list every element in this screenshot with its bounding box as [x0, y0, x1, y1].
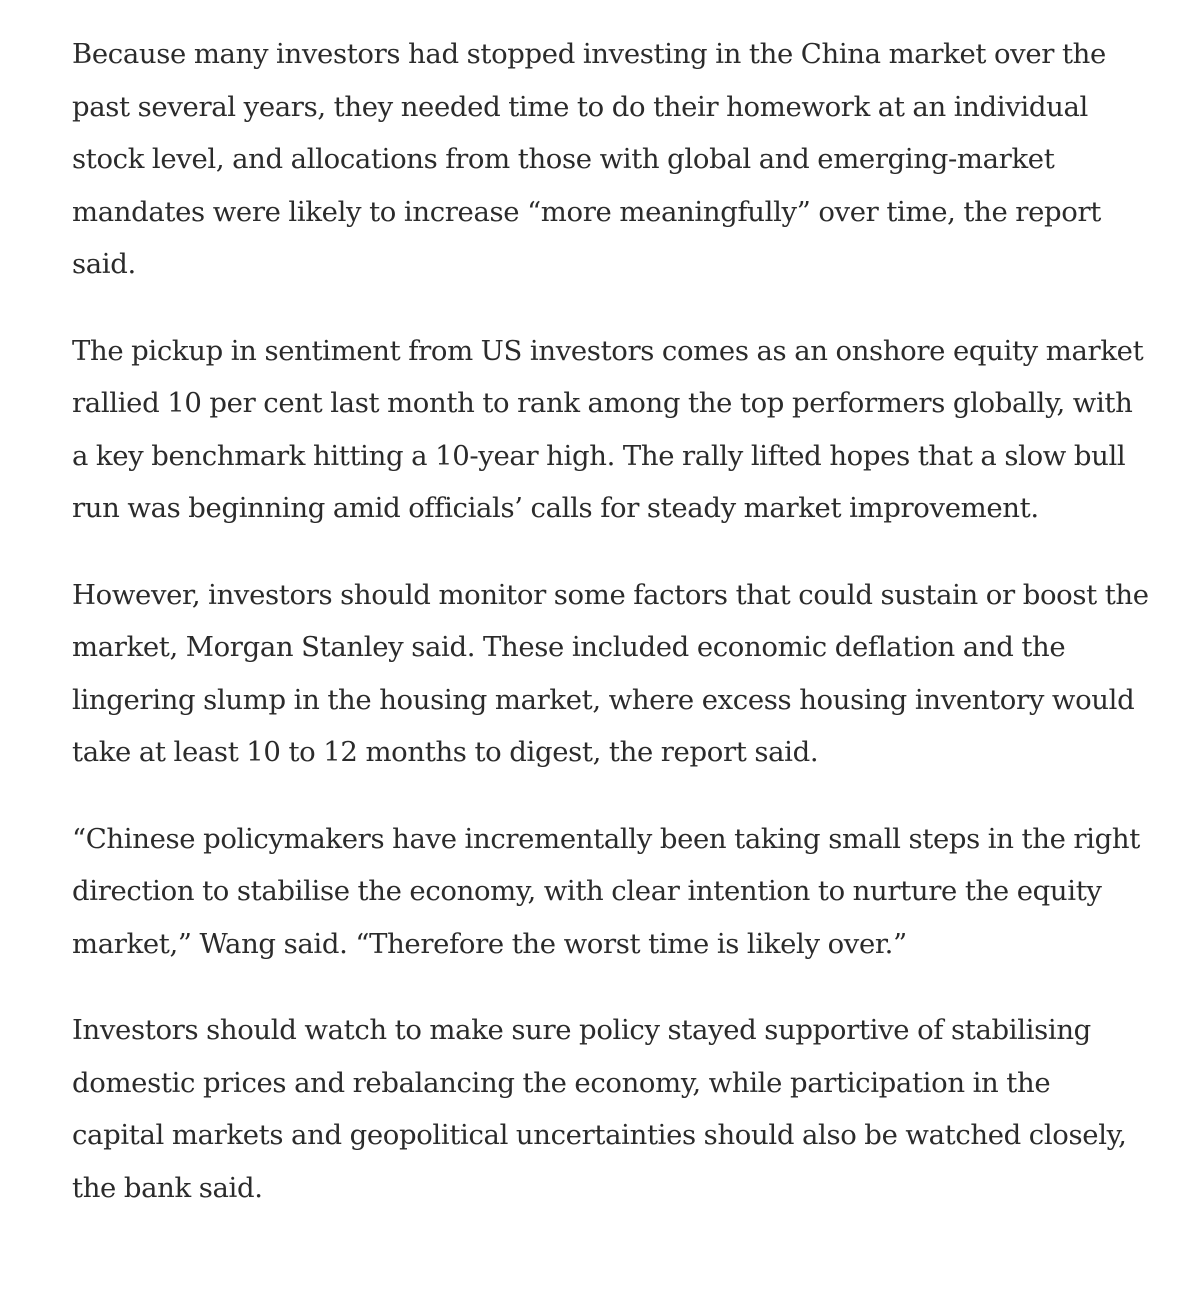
article-paragraph: Because many investors had stopped investing in the China market over the past several years, they needed time to do their homework at an individual stock level, and allocations from those with global and emerging-market mandates were likely to increase “more meaningfully” over time, the report said.: [72, 38, 1106, 280]
article-paragraph: The pickup in sentiment from US investors comes as an onshore equity market rallied 10 per cent last month to rank among the top performers globally, with a key benchmark hitting a 10-year high. The rally lifted hopes that a slow bull run was beginning amid officials’ calls for steady market improvement.: [72, 334, 1144, 524]
article-paragraph: “Chinese policymakers have incrementally been taking small steps in the right direction to stabilise the economy, with clear intention to nurture the equity market,” Wang said. “Therefore the worst time is likely over.”: [72, 822, 1140, 960]
article-paragraph: However, investors should monitor some factors that could sustain or boost the market, Morgan Stanley said. These included economic deflation and the lingering slump in the housing market, where excess housing inventory would take at least 10 to 12 months to digest, the report said.: [72, 578, 1149, 768]
article-paragraph: Investors should watch to make sure policy stayed supportive of stabilising domestic prices and rebalancing the economy, while participation in the capital markets and geopolitical uncertainties should also be watched closely, the bank said.: [72, 1014, 1127, 1204]
